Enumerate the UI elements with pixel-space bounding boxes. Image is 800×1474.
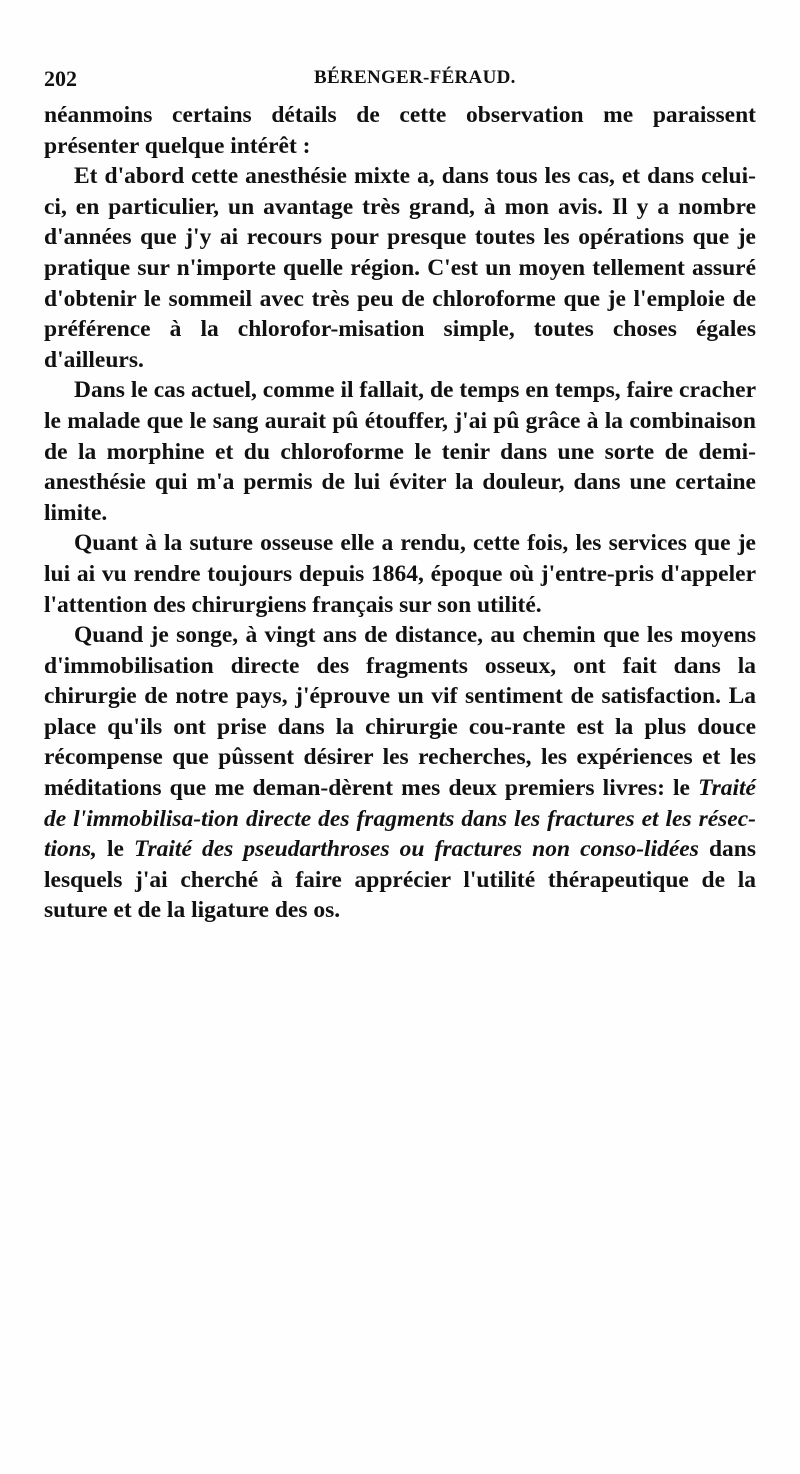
paragraph-5-tail: dans lesquels j'ai cherché à faire apprécier l'utilité thérapeutique de la suture et de la ligature des os. — [44, 836, 756, 924]
paragraph-2: Et d'abord cette anesthésie mixte a, dans tous les cas, et dans celui-ci, en particulier, un avantage très grand, à mon avis. Il y a nombre d'années que j'y ai recours pour presque toutes les opérations que je pratique sur n'importe quelle région. C'est un moyen tellement assuré d'obtenir le sommeil avec très peu de chloroforme que je l'emploie de préférence à la chlorofor-misation simple, toutes choses égales d'ailleurs. — [44, 163, 756, 373]
running-head: BÉRENGER-FÉRAUD. — [314, 67, 516, 88]
page-header — [44, 66, 756, 96]
paragraph-4: Quant à la suture osseuse elle a rendu, cette fois, les services que je lui ai vu rendre toujours depuis 1864, époque où j'entre-pris d'appeler l'attention des chirurgiens français sur son utilité. — [44, 530, 756, 618]
book-title-1: Traité de l'immobilisa-tion directe des fragments dans les fractures et les résec-tions, — [44, 775, 756, 863]
paragraph-5-between: le — [96, 836, 135, 863]
paragraph-1: néanmoins certains détails de cette observation me paraissent présenter quelque intérêt : — [44, 102, 756, 159]
book-title-2: Traité des pseudarthroses ou fractures non conso-lidées — [134, 836, 699, 863]
paragraph-5 — [44, 620, 756, 926]
page-number: 202 — [44, 66, 77, 91]
body-text — [44, 100, 756, 926]
paragraph-3: Dans le cas actuel, comme il fallait, de temps en temps, faire cracher le malade que le sang aurait pû étouffer, j'ai pû grâce à la combinaison de la morphine et du chloroforme le tenir dans une sorte de demi-anesthésie qui m'a permis de lui éviter la douleur, dans une certaine limite. — [44, 377, 756, 526]
paragraph-5-lead: Quand je songe, à vingt ans de distance, au chemin que les moyens d'immobilisation directe des fragments osseux, ont fait dans la chirurgie de notre pays, j'éprouve un vif sentiment de satisfaction. La place qu'ils ont prise dans la chirurgie cou-rante est la plus douce récompense que pûssent désirer les recherches, les expériences et les méditations que me deman-dèrent mes deux premiers livres: le — [44, 622, 756, 802]
